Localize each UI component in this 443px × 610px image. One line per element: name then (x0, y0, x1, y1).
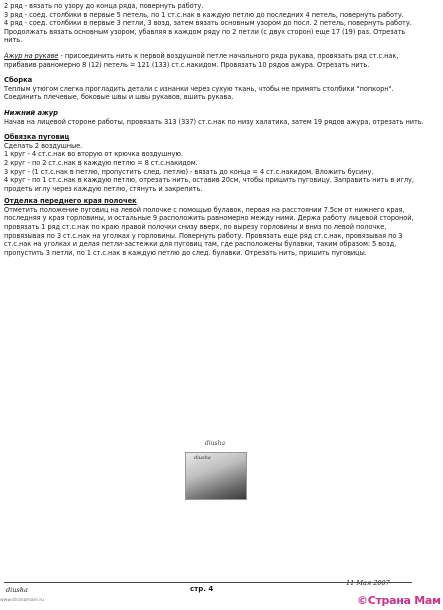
bottom-lace-text: Начав на лицевой стороне работы, провязать 313 (337) ст.с.нак по низу халатика, затем 19 рядов ажура, отрезать нить. (4, 117, 424, 126)
front-edge-text: Отметить положение пуговиц на левой полочке с помощью булавок, первая на расстоянии 7.5см от нижнего края, последняя у края горловины, и остальные 9 расположить равномерно между ними. Держа работу лицевой стороной, провязать 1 ряд ст.с.нак по краю правой полочки снизу вверх, по вырезу горловины и вниз по левой полочке, провязывая по 3 ст.с.нак на уголках у горловины. Повернуть работу. Провязать еще ряд ст.с.нак, провязывая по 3 ст.с.нак на уголках и делая петли-застежки для пуговиц там, где расположены булавки, таким образом: 5 возд, пропустить 3 петли, по 1 ст.с.нак в каждую петлю до след. булавки. Отрезать нить, пришить пуговицы. (4, 205, 414, 257)
sleeve-lace-paragraph (4, 52, 424, 69)
footer-date: 11 Мая 2007 (346, 579, 390, 587)
continue-instruction: Продолжать вязать основным узором, убавляя в каждом ряду по 2 петли (с двух сторон) еще 17 (19) раз. Отрезать нить. (4, 27, 406, 45)
photo-inner-signature: diusha (194, 455, 211, 461)
bottom-lace-heading: Нижний ажур (4, 108, 58, 117)
footer-divider (4, 582, 412, 583)
buttons-line: Сделать 2 воздушные. (4, 141, 83, 150)
page-number: стр. 4 (190, 585, 214, 593)
buttons-heading: Обвязка пуговиц (4, 133, 70, 142)
buttons-line: 3 круг - (1 ст.с.нак в петлю, пропустить след. петлю) - вязать до конца = 4 ст.с.накидом. Вложить бусину. (4, 167, 374, 176)
watermark-logo: ©Страна Мам (357, 594, 441, 607)
sleeve-lace-heading: Ажур на рукаве (4, 51, 59, 60)
buttons-line: 1 круг - 4 ст.с.нак во вторую от крючка воздушную. (4, 150, 183, 159)
row-3-instruction: 3 ряд - соед. столбики в первые 5 петель, по 1 ст.с.нак в каждую петлю до последних 4 петель, повернуть работу. (4, 10, 404, 19)
photo-caption: diusha (204, 440, 226, 447)
document-body (4, 2, 424, 257)
buttons-line: 4 круг - по 1 ст.с.нак в каждую петлю, отрезать нить, оставив 20см, чтобы пришить пуговицу. Заправить нить в иглу, продеть иглу через каждую петлю, стянуть и закрепить. (4, 176, 414, 193)
front-edge-heading: Отделка переднего края полочек (4, 197, 137, 206)
assembly-text: Теплым утюгом слегка прогладить детали с изнанки через сухую ткань, чтобы не примять столбики "попкорн". Соединить плечевые, боковые швы и швы рукавов, вшить рукава. (4, 84, 394, 102)
row-2-instruction: 2 ряд - вязать по узору до конца ряда, повернуть работу. (4, 2, 204, 10)
photo-image (185, 452, 247, 500)
author-photo (185, 438, 245, 502)
watermark-url: www.stranamam.ru (0, 598, 45, 603)
row-4-instruction: 4 ряд - соед. столбики в первые 3 петли, 3 возд, затем вязать основным узором до посл. 2 петель, повернуть работу. (4, 19, 412, 28)
assembly-heading: Сборка (4, 76, 33, 85)
buttons-line: 2 круг - по 2 ст.с.нак в каждую петлю = 8 ст.с.накидом. (4, 158, 198, 167)
footer-author: diusha (6, 586, 28, 594)
sleeve-lace-text: - присоединить нить к первой воздушной петле начального ряда рукава, провязать ряд ст.с.нак, прибавив равномерно 8 (12) петель = 121 (133) ст.с.накидом. Провязать 10 рядов ажура. Отрезать нить. (4, 51, 399, 69)
